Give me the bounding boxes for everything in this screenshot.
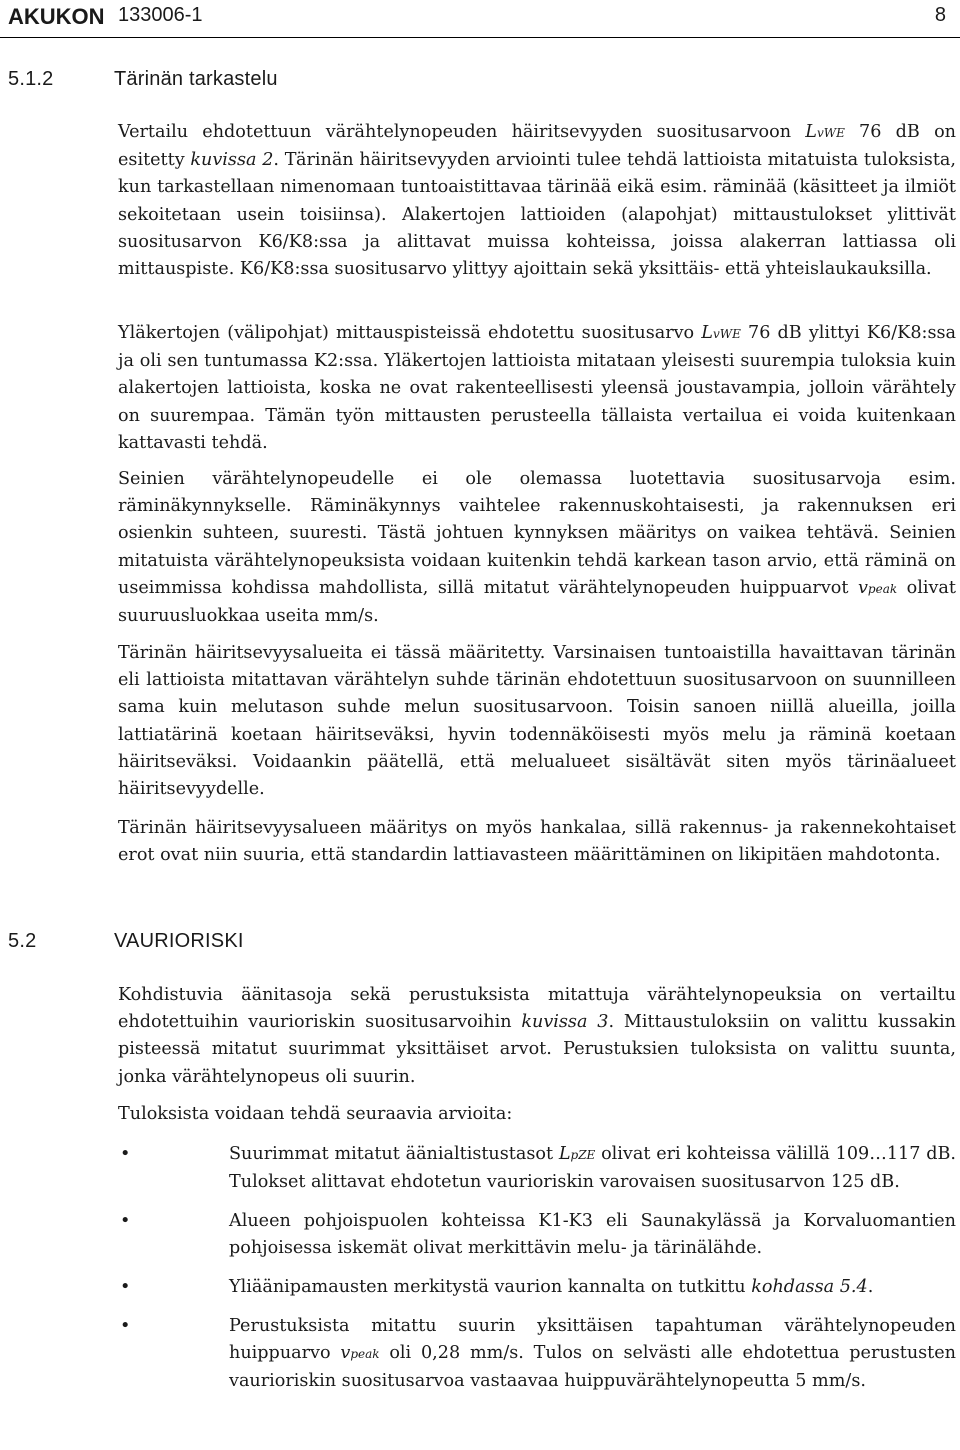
page-number: 8 [934, 4, 946, 26]
logo-wordmark: AKUKON [8, 4, 104, 29]
document-number: 133006-1 [118, 4, 203, 26]
paragraph-disturbance-areas: Tärinän häiritsevyysalueita ei tässä määritetty. Varsinaisen tuntoaistilla havaittavan tärinän eli lattioista mitattavan värähtelyn suhde tärinän ehdotettuun suositusarvoon on suunnilleen sama kuin melutason suhde melun suositusarvoon. Toisin sanoen niillä alueilla, joilla lattiatärinä koetaan häiritseväksi, hyvin todennäköisesti myös melu ja räminä koetaan häiritseväksi. Voidaankin päätellä, että melualueet sisältävät siten myös tärinäalueet häiritsevyydelle. [118, 643, 956, 800]
list-item: • Yliäänipamausten merkitystä vaurion kannalta on tutkittu kohdassa 5.4. [118, 1274, 956, 1301]
paragraph-comparison: Vertailu ehdotettuun värähtelynopeuden häiritsevyyden suositusarvoon LvWE 76 dB on esitetty kuvissa 2. Tärinän häiritsevyyden arviointi tulee tehdä lattioista mitatuista tuloksista, kun tarkastellaan nimenomaan tuntoaistittavaa tärinää eikä esim. räminää (käsitteet ja ilmiöt sekoitetaan usein toisiinsa). Alakertojen lattioiden (alapohjat) mittaustulokset ylittivät suositusarvon K6/K8:ssa ja alittavat muissa kohteissa, joissa alakerran lattiassa oli mittauspiste. K6/K8:ssa suositusarvo ylittyy ajoittain sekä yksittäis- että yhteislaukauksilla. [118, 122, 957, 280]
paragraph-area-definition: Tärinän häiritsevyysalueen määritys on myös hankalaa, sillä rakennus- ja rakennekohtaiset erot ovat niin suuria, että standardin lattiavasteen määrittäminen on likipitäen mahdotonta. [118, 818, 956, 866]
section-heading-5-1-2 [8, 68, 278, 91]
section-heading-5-2 [8, 930, 244, 953]
page-header [0, 0, 960, 38]
bullet-icon: • [120, 1144, 131, 1164]
bullet-icon: • [120, 1211, 131, 1231]
section-title: Tärinän tarkastelu [114, 68, 278, 90]
paragraph-upper-floors: Yläkertojen (välipohjat) mittauspisteissä ehdotettu suositusarvo LvWE 76 dB ylittyi K6/K8:ssa ja oli sen tuntumassa K2:ssa. Yläkertojen lattioista mitataan yleisesti suurempia tuloksia kuin alakertojen lattioista, koska ne ovat rakenteellisesti yleensä joustavampia, jolloin värähtely on suurempaa. Tämän työn mittausten perusteella tällaista vertailua ei voida kuitenkaan kattavasti tehdä. [118, 323, 956, 453]
bullet-icon: • [120, 1316, 131, 1336]
section-title: VAURIORISKI [114, 930, 244, 952]
section-number: 5.2 [8, 930, 37, 952]
paragraph-conclusions-intro: Tuloksista voidaan tehdä seuraavia arvioita: [118, 1104, 513, 1124]
akukon-logo [8, 3, 104, 33]
header-rule [0, 37, 960, 38]
figure-reference: kuvissa 2 [190, 150, 274, 171]
section-reference: kohdassa 5.4 [751, 1277, 868, 1297]
paragraph-walls: Seinien värähtelynopeudelle ei ole olemassa luotettavia suositusarvoja esim. räminäkynnykselle. Räminäkynnys vaihtelee rakennuskohtaisesti, ja rakennuksen eri osienkin suhteen, suuresti. Tästä johtuen kynnyksen määritys on vaikea tehtävä. Seinien mitatuista värähtelynopeuksista voidaan kuitenkin tehdä karkean tason arvio, että räminä on useimmissa kohdissa mahdollista, sillä mitatut värähtelynopeuden huippuarvot vpeak olivat suuruusluokkaa useita mm/s. [118, 469, 956, 627]
conclusions-list [118, 1141, 956, 1395]
list-item: • Perustuksista mitattu suurin yksittäisen tapahtuman värähtelynopeuden huippuarvo vpeak oli 0,28 mm/s. Tulos on selvästi alle ehdotettua perustusten vaurioriskin suositusarvoa vastaavaa huippuvärähtelynopeutta 5 mm/s. [118, 1313, 956, 1395]
list-item: • Suurimmat mitatut äänialtistustasot LpZE olivat eri kohteissa välillä 109…117 dB. Tulokset alittavat ehdotetun vaurioriskin varovaisen suositusarvon 125 dB. [118, 1141, 956, 1196]
list-item: • Alueen pohjoispuolen kohteissa K1-K3 eli Saunakylässä ja Korvaluomantien pohjoisessa iskemät olivat merkittävin melu- ja tärinälähde. [118, 1208, 956, 1262]
figure-reference: kuvissa 3 [521, 1012, 609, 1033]
paragraph-damage-comparison: Kohdistuvia äänitasoja sekä perustuksista mitattuja värähtelynopeuksia on vertailtu ehdotettuihin vaurioriskin suositusarvoihin kuvissa 3. Mittaustuloksiin on valittu kussakin pisteessä mitatut suurimmat yksittäiset arvot. Perustuksien tuloksista on valittu suunta, jonka värähtelynopeus oli suurin. [118, 985, 956, 1087]
section-number: 5.1.2 [8, 68, 54, 90]
bullet-icon: • [120, 1277, 131, 1297]
